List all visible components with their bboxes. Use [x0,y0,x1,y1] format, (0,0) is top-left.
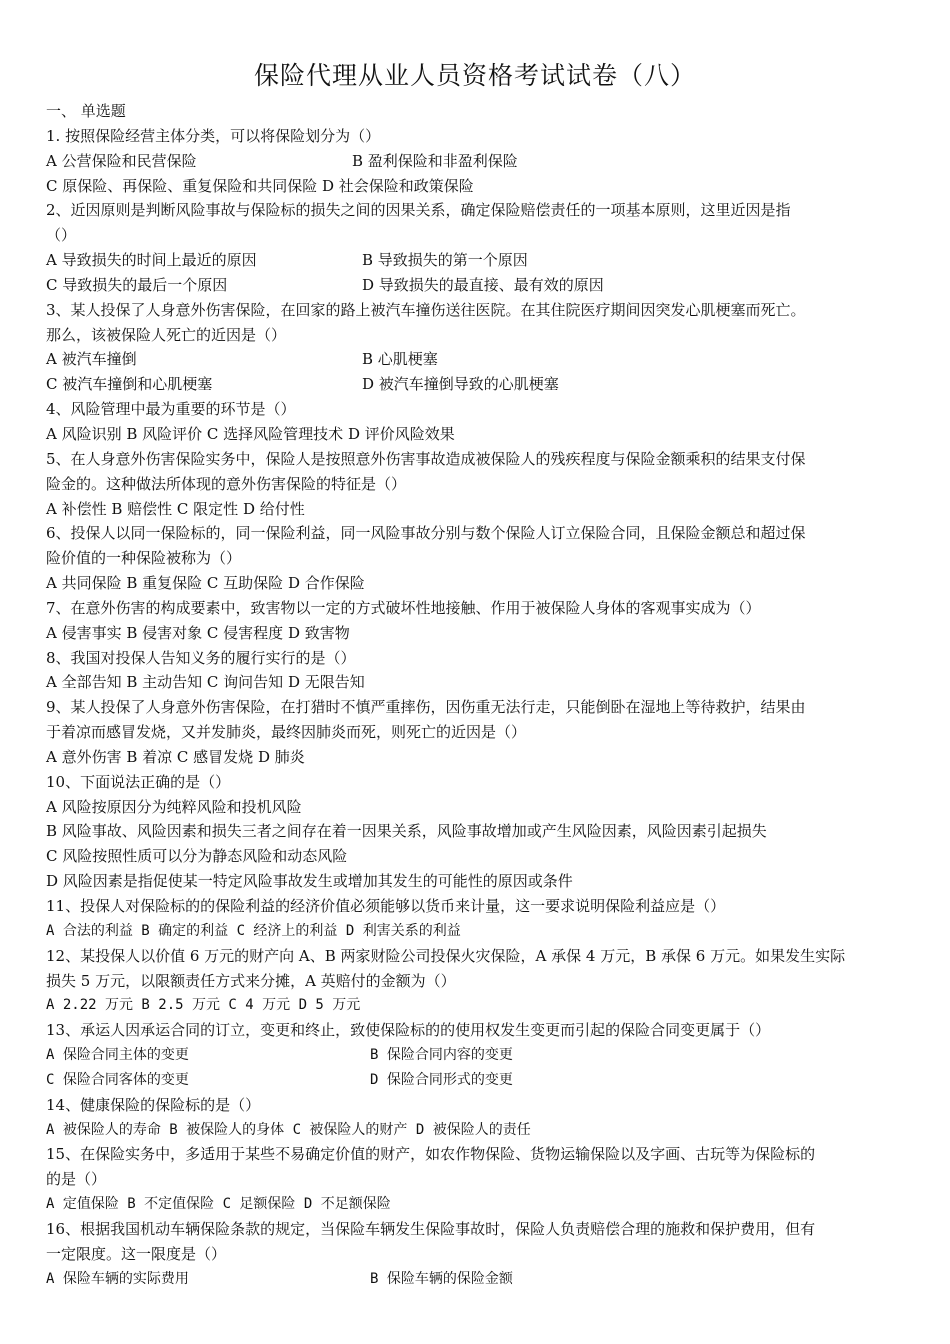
question-16-options-ab [46,1267,908,1292]
question-3-options-ab [46,347,908,372]
option-b: B 导致损失的第一个原因 [362,251,528,270]
option-c: C 保险合同客体的变更 [46,1071,189,1088]
option-b: B 盈利保险和非盈利保险 [352,151,518,170]
question-2: 2、近因原则是判断风险事故与保险标的损失之间的因果关系，确定保险赔偿责任的一项基本原则，这里近因是指 [46,201,791,220]
option-a: A 保险合同主体的变更 [46,1047,189,1064]
question-15-options: A 定值保险 B 不定值保险 C 足额保险 D 不足额保险 [46,1196,391,1213]
question-6: 6、投保人以同一保险标的，同一保险利益，同一风险事故分别与数个保险人订立保险合同，且保险金额总和超过保 [46,524,806,543]
question-2-options-cd [46,273,908,298]
question-1-options-ab [46,149,908,174]
question-3-options-cd [46,372,908,397]
question-15-cont: 的是（） [46,1170,107,1189]
question-4-options: A 风险识别 B 风险评价 C 选择风险管理技术 D 评价风险效果 [46,424,455,443]
question-5: 5、在人身意外伤害保险实务中，保险人是按照意外伤害事故造成被保险人的残疾程度与保险金额乘积的结果支付保 [46,449,806,468]
option-d: D 保险合同形式的变更 [370,1071,513,1088]
question-12-cont: 损失 5 万元，以限额责任方式来分摊，A 英赔付的金额为（） [46,971,456,990]
question-9-options: A 意外伤害 B 着凉 C 感冒发烧 D 肺炎 [46,747,305,766]
question-3: 3、某人投保了人身意外伤害保险，在回家的路上被汽车撞伤送往医院。在其住院医疗期间因突发心肌梗塞而死亡。 [46,300,806,319]
question-5-options: A 补偿性 B 赔偿性 C 限定性 D 给付性 [46,499,305,518]
question-13-options-ab [46,1043,908,1068]
option-d: D 导致损失的最直接、最有效的原因 [362,275,604,294]
question-7-options: A 侵害事实 B 侵害对象 C 侵害程度 D 致害物 [46,623,350,642]
question-list [46,99,908,1292]
option-a: A 导致损失的时间上最近的原因 [46,251,257,270]
question-16: 16、根据我国机动车辆保险条款的规定，当保险车辆发生保险事故时，保险人负责赔偿合理的施救和保护费用，但有 [46,1219,816,1238]
question-14: 14、健康保险的保险标的是（） [46,1095,261,1114]
question-1: 1. 按照保险经营主体分类，可以将保险划分为（） [46,126,381,145]
question-5-cont: 险金的。这种做法所体现的意外伤害保险的特征是（） [46,474,407,493]
option-a: A 被汽车撞倒 [46,350,137,369]
question-10-option-a: A 风险按原因分为纯粹风险和投机风险 [46,797,302,816]
question-9-cont: 于着凉而感冒发烧，又并发肺炎，最终因肺炎而死，则死亡的近因是（） [46,723,527,742]
question-1-options-cd: C 原保险、再保险、重复保险和共同保险 D 社会保险和政策保险 [46,176,474,195]
option-b: B 心肌梗塞 [362,350,438,369]
document-title: 保险代理从业人员资格考试试卷（八） [253,61,696,90]
question-15: 15、在保险实务中，多适用于某些不易确定价值的财产，如农作物保险、货物运输保险以及字画、古玩等为保险标的 [46,1145,816,1164]
question-11: 11、投保人对保险标的的保险利益的经济价值必须能够以货币来计量，这一要求说明保险利益应是（） [46,897,726,915]
option-b: B 保险车辆的保险金额 [370,1270,513,1287]
question-2-options-ab [46,248,908,273]
option-a: A 保险车辆的实际费用 [46,1270,189,1287]
option-a: A 公营保险和民营保险 [46,151,197,170]
question-2-cont: （） [46,226,77,245]
question-14-options: A 被保险人的寿命 B 被保险人的身体 C 被保险人的财产 D 被保险人的责任 [46,1121,531,1138]
question-8: 8、我国对投保人告知义务的履行实行的是（） [46,648,356,667]
question-9: 9、某人投保了人身意外伤害保险，在打猎时不慎严重摔伤，因伤重无法行走，只能倒卧在湿地上等待救护，结果由 [46,698,806,717]
question-13: 13、承运人因承运合同的订立，变更和终止，致使保险标的的使用权发生变更而引起的保险合同变更属于（） [46,1021,771,1040]
question-10: 10、下面说法正确的是（） [46,772,231,791]
option-d: D 被汽车撞倒导致的心肌梗塞 [362,375,559,394]
question-12: 12、某投保人以价值 6 万元的财产向 A、B 两家财险公司投保火灾保险，A 承保 4 万元，B 承保 6 万元。如果发生实际 [46,946,846,965]
question-8-options: A 全部告知 B 主动告知 C 询问告知 D 无限告知 [46,673,365,692]
question-13-options-cd [46,1068,908,1093]
question-6-cont: 险价值的一种保险被称为（） [46,549,242,568]
question-7: 7、在意外伤害的构成要素中，致害物以一定的方式破坏性地接触、作用于被保险人身体的客观事实成为（） [46,598,761,617]
question-4: 4、风险管理中最为重要的环节是（） [46,400,296,419]
question-10-option-d: D 风险因素是指促使某一特定风险事故发生或增加其发生的可能性的原因或条件 [46,872,573,891]
option-c: C 被汽车撞倒和心肌梗塞 [46,375,213,394]
question-16-cont: 一定限度。这一限度是（） [46,1244,227,1263]
section-heading: 一、 单选题 [46,102,126,120]
question-10-option-c: C 风险按照性质可以分为静态风险和动态风险 [46,847,348,866]
question-11-options: A 合法的利益 B 确定的利益 C 经济上的利益 D 利害关系的利益 [46,922,461,939]
question-10-option-b: B 风险事故、风险因素和损失三者之间存在着一因果关系，风险事故增加或产生风险因素，风险因素引起损失 [46,822,767,841]
question-3-cont: 那么，该被保险人死亡的近因是（） [46,325,287,344]
option-c: C 导致损失的最后一个原因 [46,275,228,294]
question-12-options: A 2.22 万元 B 2.5 万元 C 4 万元 D 5 万元 [46,997,361,1014]
question-6-options: A 共同保险 B 重复保险 C 互助保险 D 合作保险 [46,574,365,593]
option-b: B 保险合同内容的变更 [370,1047,513,1064]
